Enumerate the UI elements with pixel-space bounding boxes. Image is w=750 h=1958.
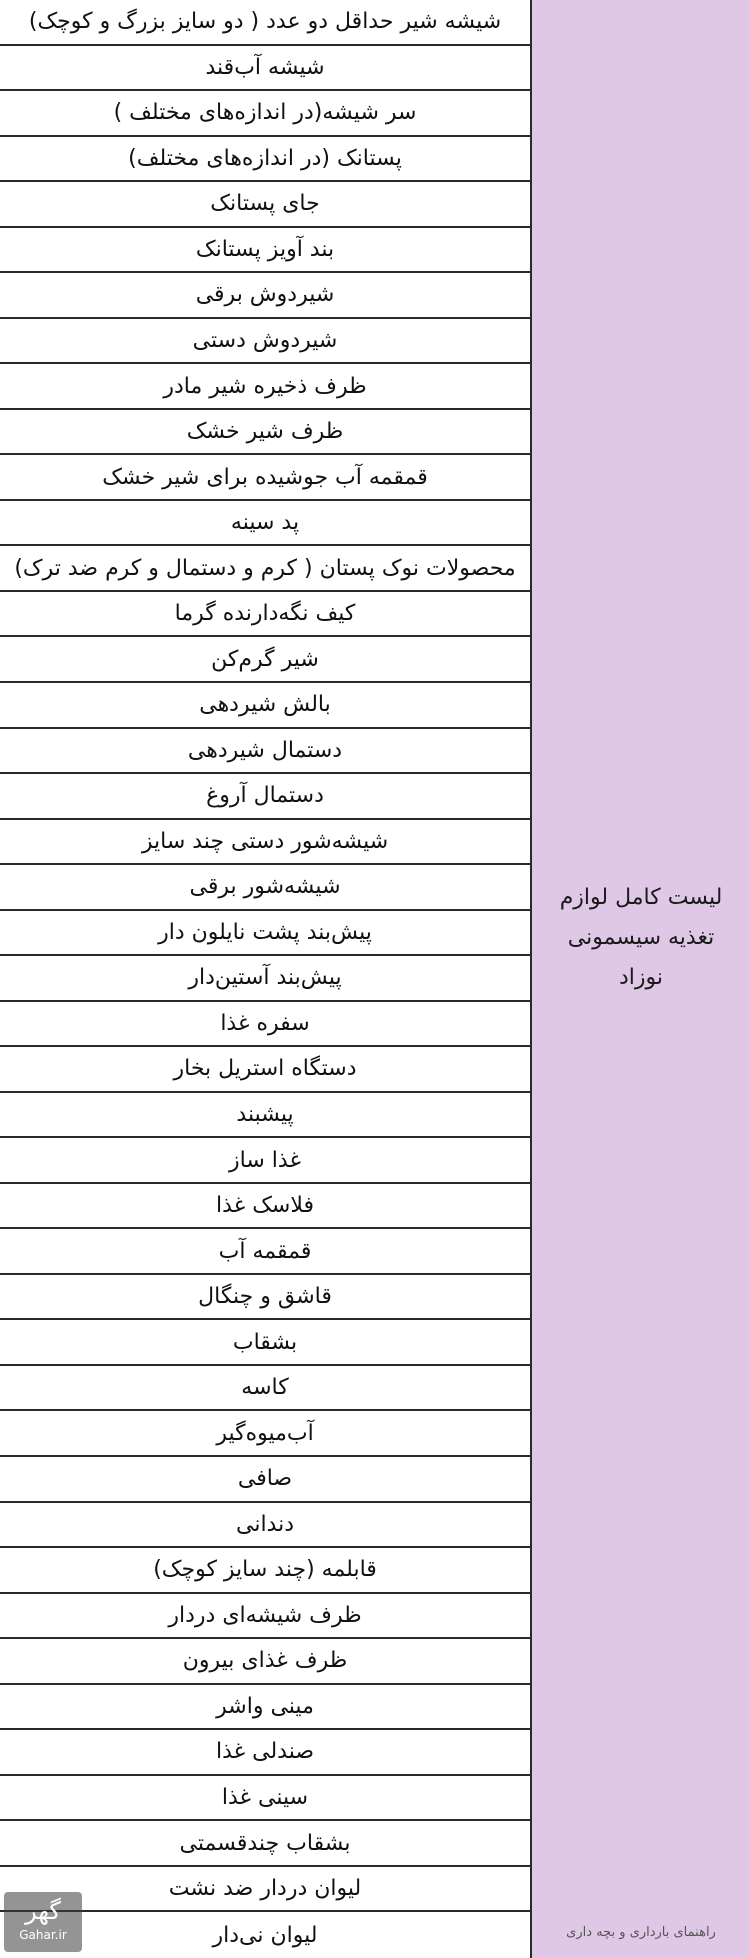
list-item: فلاسک غذا bbox=[0, 1184, 530, 1230]
list-item: قاشق و چنگال bbox=[0, 1275, 530, 1321]
list-item: شیردوش برقی bbox=[0, 273, 530, 319]
list-item: ظرف شیشه‌ای دردار bbox=[0, 1594, 530, 1640]
list-item: سر شیشه(در اندازه‌های مختلف ) bbox=[0, 91, 530, 137]
list-item: شیشه‌شور برقی bbox=[0, 865, 530, 911]
list-item: پیشبند bbox=[0, 1093, 530, 1139]
list-item: جای پستانک bbox=[0, 182, 530, 228]
list-item: صافی bbox=[0, 1457, 530, 1503]
title-column bbox=[532, 0, 750, 1958]
list-item: بالش شیردهی bbox=[0, 683, 530, 729]
list-item: دستمال شیردهی bbox=[0, 729, 530, 775]
list-item: بشقاب چندقسمتی bbox=[0, 1821, 530, 1867]
list-item: دندانی bbox=[0, 1503, 530, 1549]
list-item: بند آویز پستانک bbox=[0, 228, 530, 274]
site-watermark-logo bbox=[4, 1892, 82, 1952]
list-title-line: نوزاد bbox=[618, 965, 664, 990]
list-item: ظرف ذخیره شیر مادر bbox=[0, 364, 530, 410]
list-item: ظرف شیر خشک bbox=[0, 410, 530, 456]
list-item: کاسه bbox=[0, 1366, 530, 1412]
list-item: دستگاه استریل بخار bbox=[0, 1047, 530, 1093]
list-item: پیش‌بند آستین‌دار bbox=[0, 956, 530, 1002]
list-title-line: تغذیه سیسمونی bbox=[567, 925, 715, 950]
watermark-logo-glyph: گهر bbox=[25, 1897, 61, 1925]
list-item: بشقاب bbox=[0, 1320, 530, 1366]
list-item: دستمال آروغ bbox=[0, 774, 530, 820]
watermark-url: Gahar.ir bbox=[19, 1928, 67, 1942]
list-item: سفره غذا bbox=[0, 1002, 530, 1048]
list-item: شیشه‌شور دستی چند سایز bbox=[0, 820, 530, 866]
list-item: آب‌میوه‌گیر bbox=[0, 1411, 530, 1457]
list-item: سینی غذا bbox=[0, 1776, 530, 1822]
list-item: شیردوش دستی bbox=[0, 319, 530, 365]
list-item: پد سینه bbox=[0, 501, 530, 547]
list-item: پیش‌بند پشت نایلون دار bbox=[0, 911, 530, 957]
list-item: شیر گرم‌کن bbox=[0, 637, 530, 683]
footer-credit: راهنمای بارداری و بچه داری bbox=[566, 1925, 716, 1940]
list-title-line: لیست کامل لوازم bbox=[559, 885, 723, 910]
list-item: شیشه آب‌قند bbox=[0, 46, 530, 92]
list-title bbox=[532, 878, 750, 998]
list-item: کیف نگه‌دارنده گرما bbox=[0, 592, 530, 638]
list-item: محصولات نوک پستان ( کرم و دستمال و کرم ضد ترک) bbox=[0, 546, 530, 592]
list-item: قمقمه آب جوشیده برای شیر خشک bbox=[0, 455, 530, 501]
list-item: غذا ساز bbox=[0, 1138, 530, 1184]
list-item: لیوان دردار ضد نشت bbox=[0, 1867, 530, 1913]
list-item: صندلی غذا bbox=[0, 1730, 530, 1776]
list-item: لیوان نی‌دار bbox=[212, 1922, 318, 1948]
list-item: قابلمه (چند سایز کوچک) bbox=[0, 1548, 530, 1594]
list-item: شیشه شیر حداقل دو عدد ( دو سایز بزرگ و کوچک) bbox=[0, 0, 530, 46]
list-item: پستانک (در اندازه‌های مختلف) bbox=[0, 137, 530, 183]
list-item: قمقمه آب bbox=[0, 1229, 530, 1275]
list-item: ظرف غذای بیرون bbox=[0, 1639, 530, 1685]
list-item: مینی واشر bbox=[0, 1685, 530, 1731]
